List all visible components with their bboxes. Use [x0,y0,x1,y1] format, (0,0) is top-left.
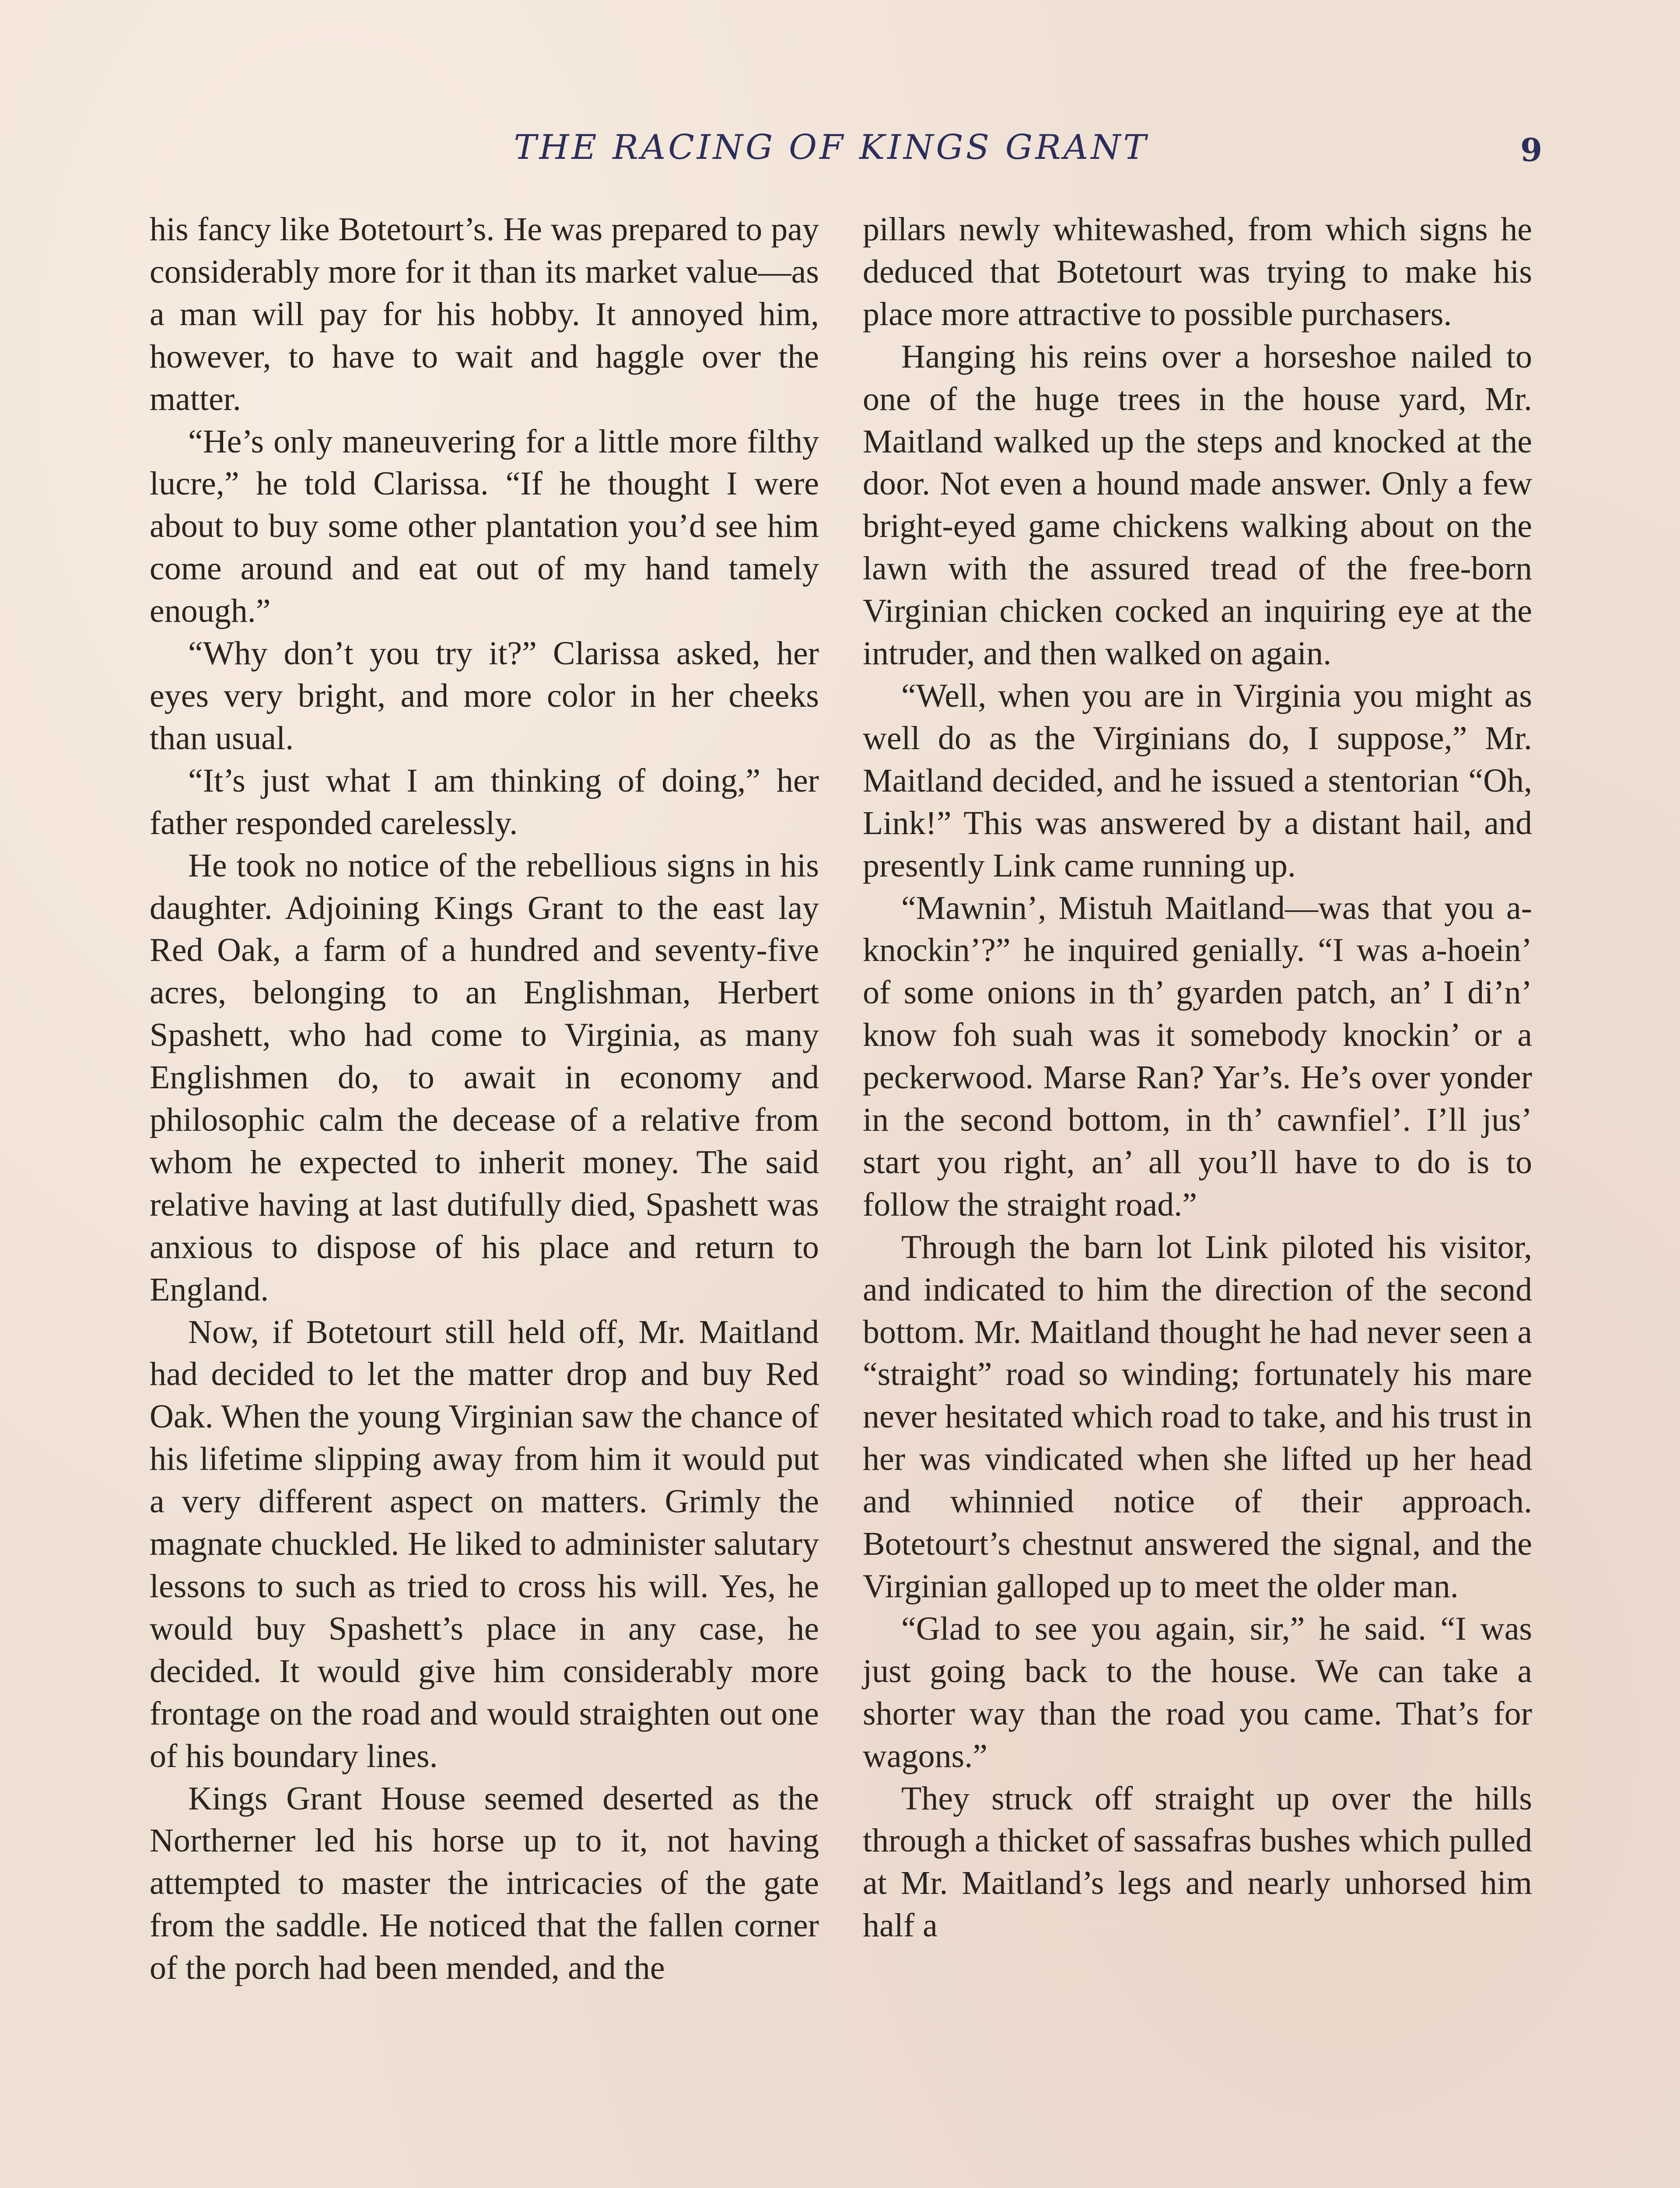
paragraph: his fancy like Botetourt’s. He was prepared to pay considerably more for it than its market value—as a man will pay for his hobby. It annoyed him, however, to have to wait and haggle over the matter. [150,211,819,417]
paragraph: “He’s only maneuvering for a little more filthy lucre,” he told Clarissa. “If he thought I were about to buy some other plantation you’d see him come around and eat out of my hand tamely enough.” [150,423,819,630]
paragraph: “Why don’t you try it?” Clarissa asked, her eyes very bright, and more color in her cheeks than usual. [150,635,819,757]
paragraph: “Well, when you are in Virginia you might as well do as the Virginians do, I suppose,” Mr. Maitland decided, and he issued a stentorian “Oh, Link!” This was answered by a distant hail, and presently Link came running up. [863,677,1532,884]
paragraph: “It’s just what I am thinking of doing,” her father responded carelessly. [150,762,819,842]
paragraph: He took no notice of the rebellious signs in his daughter. Adjoining Kings Grant to the east lay Red Oak, a farm of a hundred and seventy-five acres, belonging to an Englishman, Herbert Spashett, who had come to Virginia, as many Englishmen do, to await in economy and philosophic calm the decease of a relative from whom he expected to inherit money. The said relative having at last dutifully died, Spashett was anxious to dispose of his place and return to England. [150,847,819,1308]
paragraph: Hanging his reins over a horseshoe nailed to one of the huge trees in the house yard, Mr. Maitland walked up the steps and knocked at the door. Not even a hound made answer. Only a few bright-eyed game chickens walking about on the lawn with the assured tread of the free-born Virginian chicken cocked an inquiring eye at the intruder, and then walked on again. [863,338,1532,672]
paragraph: Kings Grant House seemed deserted as the Northerner led his horse up to it, not having attempted to master the intricacies of the gate from the saddle. He noticed that the fallen corner of the porch had been mended, and the [150,1780,819,1987]
paragraph: “Mawnin’, Mistuh Maitland—was that you a-knockin’?” he inquired genially. “I was a-hoein’ of some onions in th’ gyarden patch, an’ I di’n’ know foh suah was it somebody knockin’ or a peckerwood. Marse Ran? Yar’s. He’s over yonder in the second bottom, in th’ cawnfiel’. I’ll jus’ start you right, an’ all you’ll have to do is to follow the straight road.” [863,889,1532,1223]
paragraph: They struck off straight up over the hills through a thicket of sassafras bushes which pulled at Mr. Maitland’s legs and nearly unhorsed him half a [863,1780,1532,1944]
paragraph: “Glad to see you again, sir,” he said. “I was just going back to the house. We can take a shorter way than the road you came. That’s for wagons.” [863,1610,1532,1774]
paragraph: pillars newly whitewashed, from which signs he deduced that Botetourt was trying to make his place more attractive to possible purchasers. [863,211,1532,333]
page-number: 9 [1520,131,1543,168]
right-column [863,208,1532,1947]
left-column [150,208,819,1989]
paragraph: Through the barn lot Link piloted his visitor, and indicated to him the direction of the second bottom. Mr. Maitland thought he had never seen a “straight” road so winding; fortunately his mare never hesitated which road to take, and his trust in her was vindicated when she lifted up her head and whinnied notice of their approach. Botetourt’s chestnut answered the signal, and the Virginian galloped up to meet the older man. [863,1228,1532,1605]
running-title: THE RACING OF KINGS GRANT [514,128,1149,167]
paragraph: Now, if Botetourt still held off, Mr. Maitland had decided to let the matter drop and buy Red Oak. When the young Virginian saw the chance of his lifetime slipping away from him it would put a very different aspect on matters. Grimly the magnate chuckled. He liked to administer salutary lessons to such as tried to cross his will. Yes, he would buy Spashett’s place in any case, he decided. It would give him considerably more frontage on the road and would straighten out one of his boundary lines. [150,1313,819,1774]
